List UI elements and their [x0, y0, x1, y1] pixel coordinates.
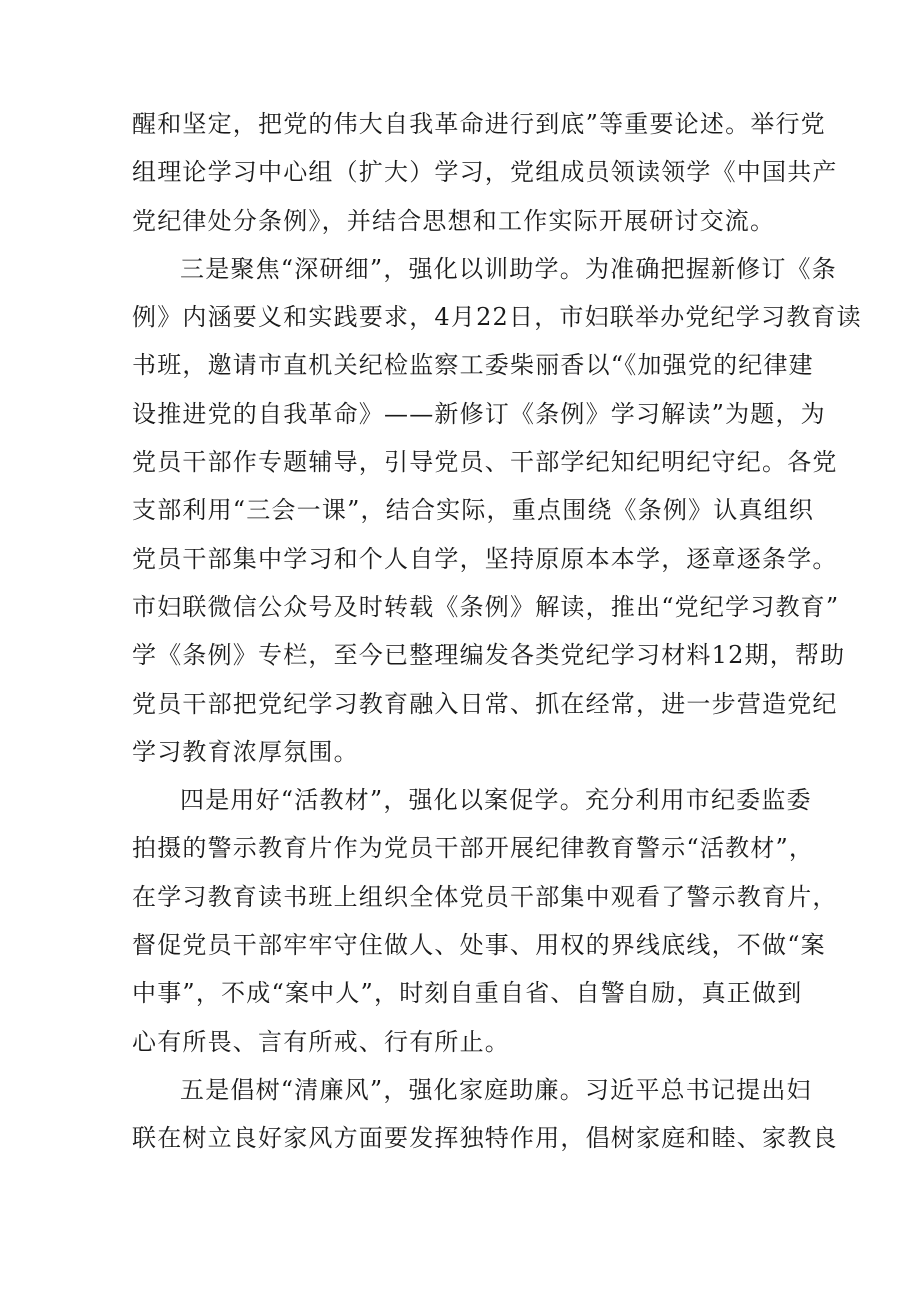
body-text [132, 100, 862, 1163]
text-line: 在学习教育读书班上组织全体党员干部集中观看了警示教育片， [132, 882, 838, 911]
text-line: 书班，邀请市直机关纪检监察工委柴丽香以“《加强党的纪律建 [132, 351, 814, 380]
text-line: 督促党员干部牢牢守住做人、处事、用权的界线底线，不做“案 [132, 931, 826, 960]
text-line: 支部利用“三会一课”，结合实际，重点围绕《条例》认真组织 [132, 496, 815, 525]
text-line: 醒和坚定，把党的伟大自我革命进行到底”等重要论述。举行党 [132, 110, 826, 138]
text-line: 党员干部把党纪学习教育融入日常、抓在经常，进一步营造党纪 [132, 689, 838, 718]
text-line: 拍摄的警示教育片作为党员干部开展纪律教育警示“活教材”， [132, 834, 815, 863]
paragraph-start-line: 三是聚焦“深研细”，强化以训助学。为准确把握新修订《条 [180, 254, 837, 283]
paragraph-start-line: 四是用好“活教材”，强化以案促学。充分利用市纪委监委 [180, 786, 812, 815]
text-line: 心有所畏、言有所戒、行有所止。 [132, 1027, 510, 1056]
text-line: 学习教育浓厚氛围。 [132, 737, 359, 766]
paragraph-start-line: 五是倡树“清廉风”，强化家庭助廉。习近平总书记提出妇 [180, 1075, 812, 1104]
text-line: 党纪律处分条例》，并结合思想和工作实际开展研讨交流。 [132, 206, 776, 235]
text-line: 例》内涵要义和实践要求，4月22日，市妇联举办党纪学习教育读 [132, 303, 862, 332]
text-line: 联在树立良好家风方面要发挥独特作用，倡树家庭和睦、家教良 [132, 1124, 838, 1153]
text-line: 中事”，不成“案中人”，时刻自重自省、自警自励，真正做到 [132, 979, 803, 1008]
text-line: 组理论学习中心组（扩大）学习，党组成员领读领学《中国共产 [132, 158, 838, 187]
text-line: 设推进党的自我革命》——新修订《条例》学习解读”为题，为 [132, 399, 826, 428]
text-line: 学《条例》专栏，至今已整理编发各类党纪学习材料12期，帮助 [132, 641, 846, 670]
text-line: 党员干部集中学习和个人自学，坚持原原本本学，逐章逐条学。 [132, 544, 838, 573]
text-line: 市妇联微信公众号及时转载《条例》解读，推出“党纪学习教育” [132, 592, 840, 621]
text-line: 党员干部作专题辅导，引导党员、干部学纪知纪明纪守纪。各党 [132, 448, 838, 477]
